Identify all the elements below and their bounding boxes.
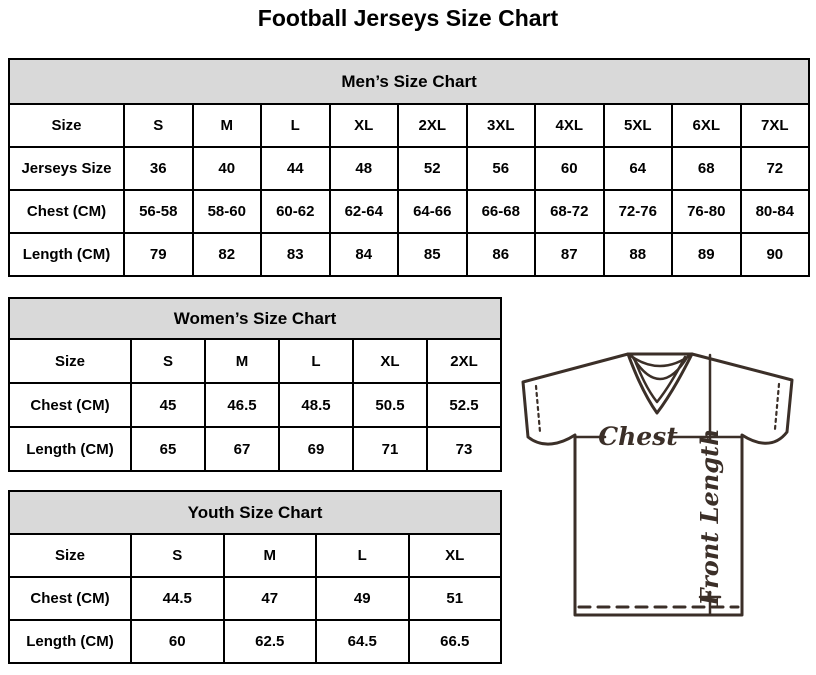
table-cell: 68 <box>672 147 741 190</box>
table-cell: 52 <box>398 147 467 190</box>
row-label: Chest (CM) <box>9 383 131 427</box>
table-cell: 47 <box>224 577 317 620</box>
table-cell: 60 <box>131 620 224 663</box>
table-cell: 83 <box>261 233 330 276</box>
jersey-outline <box>523 354 792 615</box>
table-cell: 62.5 <box>224 620 317 663</box>
column-header: L <box>316 534 409 577</box>
table-cell: 60 <box>535 147 604 190</box>
table-cell: 66-68 <box>467 190 536 233</box>
youth-size-chart-table <box>8 490 502 664</box>
right-cuff-dashed-seam <box>775 384 779 429</box>
table-cell: 72 <box>741 147 810 190</box>
row-label: Size <box>9 339 131 383</box>
column-header: 4XL <box>535 104 604 147</box>
youth-chart-title: Youth Size Chart <box>9 491 501 534</box>
table-cell: 87 <box>535 233 604 276</box>
row-label: Length (CM) <box>9 427 131 471</box>
table-cell: 44 <box>261 147 330 190</box>
table-cell: 80-84 <box>741 190 810 233</box>
table-cell: 56 <box>467 147 536 190</box>
table-cell: 66.5 <box>409 620 502 663</box>
column-header: L <box>279 339 353 383</box>
table-cell: 64-66 <box>398 190 467 233</box>
men-size-chart-table <box>8 58 810 277</box>
column-header: 6XL <box>672 104 741 147</box>
table-cell: 69 <box>279 427 353 471</box>
row-label: Size <box>9 104 124 147</box>
row-label: Chest (CM) <box>9 190 124 233</box>
table-cell: 86 <box>467 233 536 276</box>
women-size-chart-table <box>8 297 502 472</box>
table-cell: 88 <box>604 233 673 276</box>
column-header: 7XL <box>741 104 810 147</box>
row-label: Jerseys Size <box>9 147 124 190</box>
table-cell: 45 <box>131 383 205 427</box>
table-cell: 89 <box>672 233 741 276</box>
column-header: M <box>224 534 317 577</box>
table-cell: 40 <box>193 147 262 190</box>
row-label: Chest (CM) <box>9 577 131 620</box>
men-chart-title: Men’s Size Chart <box>9 59 809 104</box>
column-header: XL <box>353 339 427 383</box>
table-cell: 64 <box>604 147 673 190</box>
table-cell: 72-76 <box>604 190 673 233</box>
chest-label: Chest <box>598 422 678 451</box>
table-cell: 68-72 <box>535 190 604 233</box>
table-cell: 52.5 <box>427 383 501 427</box>
page-title: Football Jerseys Size Chart <box>257 5 559 31</box>
table-cell: 64.5 <box>316 620 409 663</box>
table-cell: 84 <box>330 233 399 276</box>
row-label: Size <box>9 534 131 577</box>
table-cell: 48 <box>330 147 399 190</box>
column-header: 3XL <box>467 104 536 147</box>
table-cell: 65 <box>131 427 205 471</box>
column-header: S <box>131 339 205 383</box>
table-cell: 56-58 <box>124 190 193 233</box>
table-cell: 62-64 <box>330 190 399 233</box>
table-cell: 50.5 <box>353 383 427 427</box>
column-header: S <box>131 534 224 577</box>
table-cell: 82 <box>193 233 262 276</box>
row-label: Length (CM) <box>9 233 124 276</box>
table-cell: 48.5 <box>279 383 353 427</box>
table-cell: 36 <box>124 147 193 190</box>
column-header: 2XL <box>398 104 467 147</box>
column-header: L <box>261 104 330 147</box>
left-cuff-dashed-seam <box>536 386 540 432</box>
table-cell: 51 <box>409 577 502 620</box>
table-cell: 58-60 <box>193 190 262 233</box>
column-header: 5XL <box>604 104 673 147</box>
women-chart-title: Women’s Size Chart <box>9 298 501 339</box>
column-header: XL <box>330 104 399 147</box>
column-header: M <box>193 104 262 147</box>
column-header: XL <box>409 534 502 577</box>
jersey-diagram <box>505 340 805 640</box>
table-cell: 46.5 <box>205 383 279 427</box>
table-cell: 67 <box>205 427 279 471</box>
table-cell: 71 <box>353 427 427 471</box>
table-cell: 85 <box>398 233 467 276</box>
row-label: Length (CM) <box>9 620 131 663</box>
table-cell: 44.5 <box>131 577 224 620</box>
column-header: M <box>205 339 279 383</box>
table-cell: 49 <box>316 577 409 620</box>
table-cell: 90 <box>741 233 810 276</box>
table-cell: 60-62 <box>261 190 330 233</box>
table-cell: 73 <box>427 427 501 471</box>
table-cell: 79 <box>124 233 193 276</box>
front-length-label: Front Length <box>695 428 724 606</box>
column-header: 2XL <box>427 339 501 383</box>
table-cell: 76-80 <box>672 190 741 233</box>
column-header: S <box>124 104 193 147</box>
